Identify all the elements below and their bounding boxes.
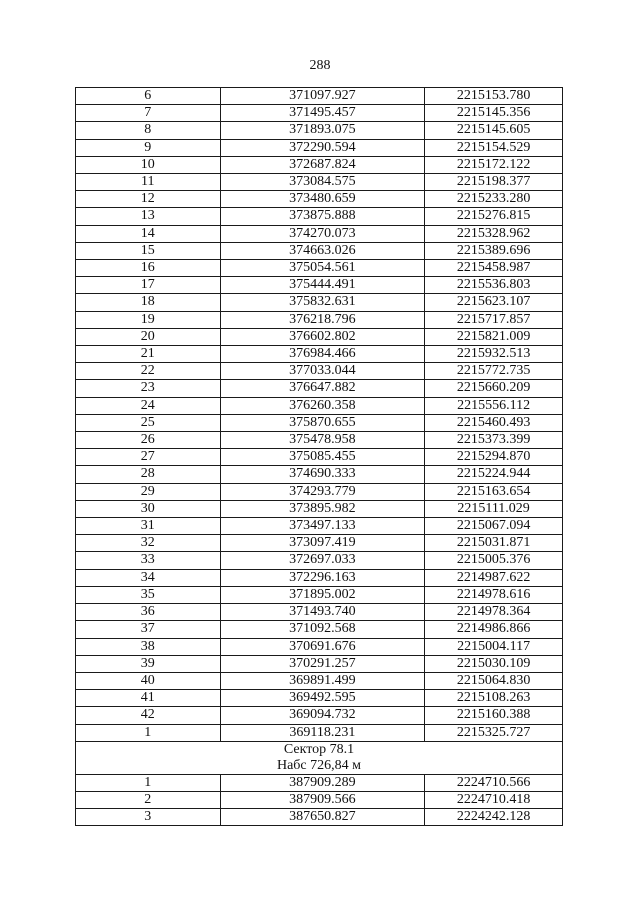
y-coordinate-cell: 2215153.780	[425, 88, 563, 105]
table-row	[76, 672, 563, 689]
x-coordinate-cell: 376602.802	[220, 328, 425, 345]
x-coordinate-cell: 371893.075	[220, 122, 425, 139]
table-row	[76, 242, 563, 259]
x-coordinate-cell: 387909.566	[220, 791, 425, 808]
x-coordinate-cell: 372697.033	[220, 552, 425, 569]
point-number-cell: 14	[76, 225, 221, 242]
y-coordinate-cell: 2215160.388	[425, 707, 563, 724]
table-row	[76, 311, 563, 328]
point-number-cell: 24	[76, 397, 221, 414]
point-number-cell: 17	[76, 277, 221, 294]
table-row	[76, 724, 563, 741]
point-number-cell: 35	[76, 586, 221, 603]
x-coordinate-cell: 374690.333	[220, 466, 425, 483]
point-number-cell: 33	[76, 552, 221, 569]
y-coordinate-cell: 2215111.029	[425, 500, 563, 517]
y-coordinate-cell: 2215030.109	[425, 655, 563, 672]
x-coordinate-cell: 373084.575	[220, 174, 425, 191]
x-coordinate-cell: 371097.927	[220, 88, 425, 105]
point-number-cell: 8	[76, 122, 221, 139]
table-row	[76, 414, 563, 431]
point-number-cell: 39	[76, 655, 221, 672]
x-coordinate-cell: 373497.133	[220, 518, 425, 535]
sector-header-cell	[76, 741, 563, 774]
point-number-cell: 26	[76, 432, 221, 449]
x-coordinate-cell: 373480.659	[220, 191, 425, 208]
x-coordinate-cell: 369891.499	[220, 672, 425, 689]
x-coordinate-cell: 372687.824	[220, 156, 425, 173]
x-coordinate-cell: 377033.044	[220, 363, 425, 380]
x-coordinate-cell: 375870.655	[220, 414, 425, 431]
table-row	[76, 449, 563, 466]
x-coordinate-cell: 374270.073	[220, 225, 425, 242]
y-coordinate-cell: 2215163.654	[425, 483, 563, 500]
y-coordinate-cell: 2215660.209	[425, 380, 563, 397]
table-row	[76, 655, 563, 672]
y-coordinate-cell: 2215004.117	[425, 638, 563, 655]
y-coordinate-cell: 2215276.815	[425, 208, 563, 225]
point-number-cell: 6	[76, 88, 221, 105]
y-coordinate-cell: 2215005.376	[425, 552, 563, 569]
point-number-cell: 1	[76, 724, 221, 741]
point-number-cell: 41	[76, 690, 221, 707]
table-row	[76, 483, 563, 500]
x-coordinate-cell: 372290.594	[220, 139, 425, 156]
point-number-cell: 20	[76, 328, 221, 345]
table-row	[76, 535, 563, 552]
table-row	[76, 586, 563, 603]
table-row	[76, 277, 563, 294]
x-coordinate-cell: 375054.561	[220, 260, 425, 277]
table-row	[76, 139, 563, 156]
table-row	[76, 380, 563, 397]
x-coordinate-cell: 376984.466	[220, 346, 425, 363]
x-coordinate-cell: 369118.231	[220, 724, 425, 741]
x-coordinate-cell: 376260.358	[220, 397, 425, 414]
y-coordinate-cell: 2215821.009	[425, 328, 563, 345]
point-number-cell: 28	[76, 466, 221, 483]
x-coordinate-cell: 376218.796	[220, 311, 425, 328]
x-coordinate-cell: 371495.457	[220, 105, 425, 122]
point-number-cell: 23	[76, 380, 221, 397]
point-number-cell: 1	[76, 774, 221, 791]
x-coordinate-cell: 369094.732	[220, 707, 425, 724]
x-coordinate-cell: 374663.026	[220, 242, 425, 259]
point-number-cell: 22	[76, 363, 221, 380]
table-body-before	[76, 88, 563, 742]
x-coordinate-cell: 374293.779	[220, 483, 425, 500]
table-row	[76, 707, 563, 724]
x-coordinate-cell: 373875.888	[220, 208, 425, 225]
y-coordinate-cell: 2215458.987	[425, 260, 563, 277]
point-number-cell: 2	[76, 791, 221, 808]
sector-header-row	[76, 741, 563, 774]
x-coordinate-cell: 375444.491	[220, 277, 425, 294]
x-coordinate-cell: 373895.982	[220, 500, 425, 517]
point-number-cell: 7	[76, 105, 221, 122]
point-number-cell: 16	[76, 260, 221, 277]
y-coordinate-cell: 2215154.529	[425, 139, 563, 156]
table-row	[76, 260, 563, 277]
x-coordinate-cell: 371092.568	[220, 621, 425, 638]
point-number-cell: 29	[76, 483, 221, 500]
table-row	[76, 156, 563, 173]
point-number-cell: 27	[76, 449, 221, 466]
y-coordinate-cell: 2215389.696	[425, 242, 563, 259]
table-row	[76, 432, 563, 449]
point-number-cell: 10	[76, 156, 221, 173]
y-coordinate-cell: 2215460.493	[425, 414, 563, 431]
point-number-cell: 42	[76, 707, 221, 724]
sector-title: Сектор 78.1	[283, 741, 355, 757]
table-row	[76, 774, 563, 791]
y-coordinate-cell: 2215717.857	[425, 311, 563, 328]
y-coordinate-cell: 2215145.605	[425, 122, 563, 139]
point-number-cell: 37	[76, 621, 221, 638]
table-row	[76, 225, 563, 242]
table-row	[76, 518, 563, 535]
x-coordinate-cell: 370691.676	[220, 638, 425, 655]
table-row	[76, 363, 563, 380]
y-coordinate-cell: 2215031.871	[425, 535, 563, 552]
x-coordinate-cell: 375085.455	[220, 449, 425, 466]
y-coordinate-cell: 2214987.622	[425, 569, 563, 586]
point-number-cell: 34	[76, 569, 221, 586]
y-coordinate-cell: 2215623.107	[425, 294, 563, 311]
y-coordinate-cell: 2215233.280	[425, 191, 563, 208]
table-row	[76, 122, 563, 139]
x-coordinate-cell: 371493.740	[220, 604, 425, 621]
sector-header-body	[76, 741, 563, 774]
point-number-cell: 38	[76, 638, 221, 655]
x-coordinate-cell: 387650.827	[220, 809, 425, 826]
table-row	[76, 294, 563, 311]
table-row	[76, 690, 563, 707]
page-number: 288	[309, 58, 331, 73]
x-coordinate-cell: 373097.419	[220, 535, 425, 552]
y-coordinate-cell: 2214986.866	[425, 621, 563, 638]
y-coordinate-cell: 2224710.418	[425, 791, 563, 808]
table-row	[76, 604, 563, 621]
point-number-cell: 36	[76, 604, 221, 621]
point-number-cell: 30	[76, 500, 221, 517]
point-number-cell: 18	[76, 294, 221, 311]
point-number-cell: 32	[76, 535, 221, 552]
point-number-cell: 21	[76, 346, 221, 363]
y-coordinate-cell: 2215224.944	[425, 466, 563, 483]
y-coordinate-cell: 2215108.263	[425, 690, 563, 707]
point-number-cell: 40	[76, 672, 221, 689]
y-coordinate-cell: 2215328.962	[425, 225, 563, 242]
table-row	[76, 174, 563, 191]
table-row	[76, 500, 563, 517]
y-coordinate-cell: 2215373.399	[425, 432, 563, 449]
table-row	[76, 397, 563, 414]
x-coordinate-cell: 375478.958	[220, 432, 425, 449]
x-coordinate-cell: 371895.002	[220, 586, 425, 603]
x-coordinate-cell: 372296.163	[220, 569, 425, 586]
table-row	[76, 621, 563, 638]
table-row	[76, 346, 563, 363]
y-coordinate-cell: 2224710.566	[425, 774, 563, 791]
table-row	[76, 88, 563, 105]
point-number-cell: 9	[76, 139, 221, 156]
point-number-cell: 15	[76, 242, 221, 259]
y-coordinate-cell: 2215172.122	[425, 156, 563, 173]
point-number-cell: 12	[76, 191, 221, 208]
table-row	[76, 191, 563, 208]
table-row	[76, 791, 563, 808]
x-coordinate-cell: 387909.289	[220, 774, 425, 791]
y-coordinate-cell: 2215294.870	[425, 449, 563, 466]
y-coordinate-cell: 2224242.128	[425, 809, 563, 826]
point-number-cell: 3	[76, 809, 221, 826]
y-coordinate-cell: 2215064.830	[425, 672, 563, 689]
point-number-cell: 11	[76, 174, 221, 191]
table-row	[76, 328, 563, 345]
table-row	[76, 569, 563, 586]
point-number-cell: 25	[76, 414, 221, 431]
table-body-after	[76, 774, 563, 826]
y-coordinate-cell: 2215932.513	[425, 346, 563, 363]
y-coordinate-cell: 2215067.094	[425, 518, 563, 535]
point-number-cell: 13	[76, 208, 221, 225]
table-row	[76, 638, 563, 655]
y-coordinate-cell: 2215772.735	[425, 363, 563, 380]
y-coordinate-cell: 2215325.727	[425, 724, 563, 741]
x-coordinate-cell: 369492.595	[220, 690, 425, 707]
y-coordinate-cell: 2214978.616	[425, 586, 563, 603]
table-row	[76, 466, 563, 483]
point-number-cell: 19	[76, 311, 221, 328]
table-row	[76, 208, 563, 225]
table-row	[76, 552, 563, 569]
table-row	[76, 809, 563, 826]
y-coordinate-cell: 2215198.377	[425, 174, 563, 191]
y-coordinate-cell: 2214978.364	[425, 604, 563, 621]
x-coordinate-cell: 370291.257	[220, 655, 425, 672]
table-row	[76, 105, 563, 122]
x-coordinate-cell: 376647.882	[220, 380, 425, 397]
point-number-cell: 31	[76, 518, 221, 535]
sector-height: Набс 726,84 м	[276, 757, 362, 773]
y-coordinate-cell: 2215556.112	[425, 397, 563, 414]
coordinates-table	[75, 87, 563, 826]
x-coordinate-cell: 375832.631	[220, 294, 425, 311]
y-coordinate-cell: 2215536.803	[425, 277, 563, 294]
y-coordinate-cell: 2215145.356	[425, 105, 563, 122]
